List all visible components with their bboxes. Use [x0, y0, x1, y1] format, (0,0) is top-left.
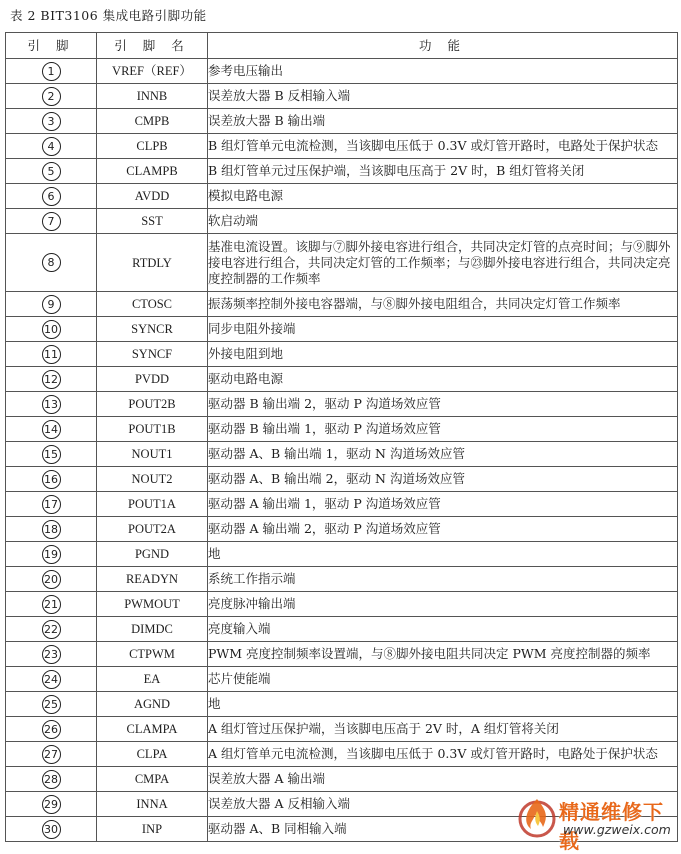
pin-number: 6 — [42, 187, 61, 206]
header-pin-name: 引 脚 名 — [97, 33, 208, 59]
pin-function: 地 — [208, 692, 678, 717]
pin-number: 8 — [42, 253, 61, 272]
pin-number-cell — [6, 692, 97, 717]
pin-number-cell — [6, 592, 97, 617]
pin-number: 3 — [42, 112, 61, 131]
table-row — [6, 617, 678, 642]
pin-name: POUT2B — [97, 392, 208, 417]
pin-number: 15 — [42, 445, 61, 464]
pin-number: 25 — [42, 695, 61, 714]
pin-function: 驱动器 B 输出端 1，驱动 P 沟道场效应管 — [208, 417, 678, 442]
table-row — [6, 342, 678, 367]
pin-number: 14 — [42, 420, 61, 439]
pin-name: PVDD — [97, 367, 208, 392]
pin-name: CLPA — [97, 742, 208, 767]
pin-number: 21 — [42, 595, 61, 614]
table-row — [6, 442, 678, 467]
pin-number: 17 — [42, 495, 61, 514]
pin-function-table — [5, 32, 678, 842]
site-watermark — [515, 793, 681, 853]
pin-name: CTPWM — [97, 642, 208, 667]
pin-number: 22 — [42, 620, 61, 639]
pin-number-cell — [6, 59, 97, 84]
table-header-row — [6, 33, 678, 59]
pin-name: CLPB — [97, 134, 208, 159]
table-row — [6, 467, 678, 492]
pin-function: A 组灯管过压保护端，当该脚电压高于 2V 时，A 组灯管将关闭 — [208, 717, 678, 742]
pin-function: 亮度输入端 — [208, 617, 678, 642]
pin-number: 29 — [42, 795, 61, 814]
pin-function: 驱动器 A 输出端 1，驱动 P 沟道场效应管 — [208, 492, 678, 517]
pin-function: 软启动端 — [208, 209, 678, 234]
pin-number-cell — [6, 159, 97, 184]
pin-name: CLAMPA — [97, 717, 208, 742]
pin-name: INNA — [97, 792, 208, 817]
header-function: 功 能 — [208, 33, 678, 59]
pin-number: 13 — [42, 395, 61, 414]
pin-number-cell — [6, 392, 97, 417]
pin-name: RTDLY — [97, 234, 208, 292]
pin-number-cell — [6, 467, 97, 492]
pin-name: PWMOUT — [97, 592, 208, 617]
pin-number: 2 — [42, 87, 61, 106]
pin-name: SYNCR — [97, 317, 208, 342]
pin-number: 30 — [42, 820, 61, 839]
table-row — [6, 592, 678, 617]
pin-function: B 组灯管单元过压保护端，当该脚电压高于 2V 时，B 组灯管将关闭 — [208, 159, 678, 184]
pin-number-cell — [6, 342, 97, 367]
table-row — [6, 317, 678, 342]
table-row — [6, 184, 678, 209]
pin-number-cell — [6, 517, 97, 542]
pin-number: 28 — [42, 770, 61, 789]
pin-number-cell — [6, 209, 97, 234]
watermark-url: www.gzweix.com — [563, 822, 671, 837]
pin-number: 7 — [42, 212, 61, 231]
pin-function: 模拟电路电源 — [208, 184, 678, 209]
pin-function: A 组灯管单元电流检测，当该脚电压低于 0.3V 或灯管开路时，电路处于保护状态 — [208, 742, 678, 767]
pin-number-cell — [6, 234, 97, 292]
pin-name: CTOSC — [97, 292, 208, 317]
pin-number: 11 — [42, 345, 61, 364]
header-pin: 引 脚 — [6, 33, 97, 59]
pin-number-cell — [6, 292, 97, 317]
pin-number-cell — [6, 184, 97, 209]
table-row — [6, 292, 678, 317]
pin-name: NOUT2 — [97, 467, 208, 492]
table-row — [6, 742, 678, 767]
table-row — [6, 667, 678, 692]
pin-number: 19 — [42, 545, 61, 564]
pin-number: 10 — [42, 320, 61, 339]
pin-name: POUT1A — [97, 492, 208, 517]
pin-number: 5 — [42, 162, 61, 181]
table-row — [6, 392, 678, 417]
pin-function: 驱动器 A、B 输出端 1，驱动 N 沟道场效应管 — [208, 442, 678, 467]
pin-name: CMPB — [97, 109, 208, 134]
pin-function: 驱动器 A 输出端 2，驱动 P 沟道场效应管 — [208, 517, 678, 542]
pin-function: 驱动器 B 输出端 2，驱动 P 沟道场效应管 — [208, 392, 678, 417]
pin-number-cell — [6, 417, 97, 442]
pin-function: 基准电流设置。该脚与⑦脚外接电容进行组合，共同决定灯管的点亮时间；与⑨脚外接电容进行组合，共同决定灯管的工作频率；与㉓脚外接电容进行组合，共同决定亮度控制器的工作频率 — [208, 234, 678, 292]
pin-number: 9 — [42, 295, 61, 314]
pin-number-cell — [6, 109, 97, 134]
pin-function: 系统工作指示端 — [208, 567, 678, 592]
pin-number-cell — [6, 717, 97, 742]
table-row — [6, 517, 678, 542]
table-row — [6, 367, 678, 392]
pin-name: PGND — [97, 542, 208, 567]
flame-logo-icon — [515, 793, 561, 839]
pin-number: 20 — [42, 570, 61, 589]
table-row — [6, 209, 678, 234]
pin-name: EA — [97, 667, 208, 692]
watermark-title: 精通维修下载 — [559, 800, 664, 853]
pin-name: CLAMPB — [97, 159, 208, 184]
table-caption: 表 2 BIT3106 集成电路引脚功能 — [10, 8, 207, 23]
pin-function: 芯片使能端 — [208, 667, 678, 692]
table-row — [6, 109, 678, 134]
pin-number: 27 — [42, 745, 61, 764]
table-row — [6, 692, 678, 717]
pin-function: 误差放大器 A 反相输入端 — [208, 792, 678, 817]
pin-name: AGND — [97, 692, 208, 717]
pin-number: 18 — [42, 520, 61, 539]
pin-function: PWM 亮度控制频率设置端，与⑧脚外接电阻共同决定 PWM 亮度控制器的频率 — [208, 642, 678, 667]
pin-name: INP — [97, 817, 208, 842]
pin-name: DIMDC — [97, 617, 208, 642]
pin-number: 12 — [42, 370, 61, 389]
pin-number: 16 — [42, 470, 61, 489]
pin-function: 驱动器 A、B 输出端 2，驱动 N 沟道场效应管 — [208, 467, 678, 492]
pin-function: 地 — [208, 542, 678, 567]
pin-number-cell — [6, 617, 97, 642]
pin-function: 误差放大器 B 输出端 — [208, 109, 678, 134]
pin-function: 同步电阻外接端 — [208, 317, 678, 342]
pin-function: 误差放大器 B 反相输入端 — [208, 84, 678, 109]
pin-number-cell — [6, 742, 97, 767]
pin-number-cell — [6, 367, 97, 392]
pin-name: SYNCF — [97, 342, 208, 367]
pin-number-cell — [6, 542, 97, 567]
table-row — [6, 542, 678, 567]
pin-number: 23 — [42, 645, 61, 664]
table-row — [6, 767, 678, 792]
pin-number-cell — [6, 134, 97, 159]
pin-name: NOUT1 — [97, 442, 208, 467]
pin-number-cell — [6, 642, 97, 667]
pin-number: 1 — [42, 62, 61, 81]
table-row — [6, 134, 678, 159]
pin-name: POUT2A — [97, 517, 208, 542]
pin-number-cell — [6, 492, 97, 517]
pin-function: 驱动器 A、B 同相输入端 — [208, 817, 678, 842]
pin-function: 外接电阻到地 — [208, 342, 678, 367]
pin-function: 驱动电路电源 — [208, 367, 678, 392]
pin-number-cell — [6, 792, 97, 817]
table-row — [6, 84, 678, 109]
pin-number-cell — [6, 442, 97, 467]
pin-number: 4 — [42, 137, 61, 156]
pin-name: AVDD — [97, 184, 208, 209]
pin-name: INNB — [97, 84, 208, 109]
table-row — [6, 234, 678, 292]
pin-name: READYN — [97, 567, 208, 592]
pin-number-cell — [6, 667, 97, 692]
table-row — [6, 567, 678, 592]
table-row — [6, 492, 678, 517]
pin-function: 振荡频率控制外接电容器端，与⑧脚外接电阻组合，共同决定灯管工作频率 — [208, 292, 678, 317]
table-row — [6, 717, 678, 742]
pin-number-cell — [6, 817, 97, 842]
pin-function: 误差放大器 A 输出端 — [208, 767, 678, 792]
pin-number: 24 — [42, 670, 61, 689]
table-row — [6, 59, 678, 84]
pin-name: CMPA — [97, 767, 208, 792]
pin-number-cell — [6, 84, 97, 109]
pin-number: 26 — [42, 720, 61, 739]
table-row — [6, 417, 678, 442]
pin-number-cell — [6, 317, 97, 342]
table-row — [6, 159, 678, 184]
table-row — [6, 642, 678, 667]
pin-function: 参考电压输出 — [208, 59, 678, 84]
pin-function: 亮度脉冲输出端 — [208, 592, 678, 617]
pin-name: VREF（REF） — [97, 59, 208, 84]
pin-name: SST — [97, 209, 208, 234]
pin-function: B 组灯管单元电流检测，当该脚电压低于 0.3V 或灯管开路时，电路处于保护状态 — [208, 134, 678, 159]
pin-number-cell — [6, 767, 97, 792]
pin-name: POUT1B — [97, 417, 208, 442]
pin-number-cell — [6, 567, 97, 592]
